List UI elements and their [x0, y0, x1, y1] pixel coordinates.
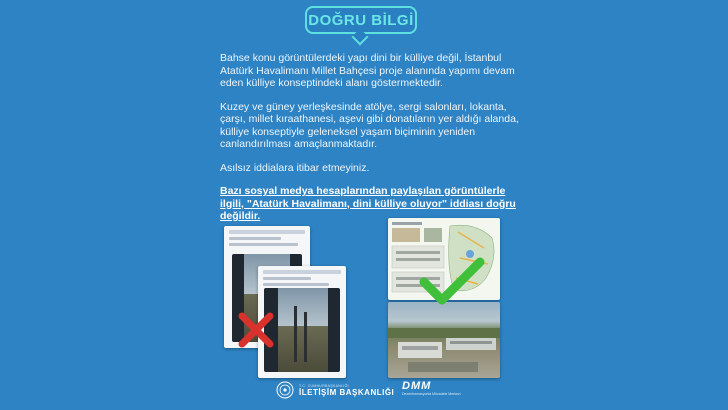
aerial-photo-graphic	[388, 302, 500, 378]
claim-verdict: Bazı sosyal medya hesaplarından paylaşılan görüntülerle ilgili, "Atatürk Havalimanı, dini külliye oluyor" iddiası doğru değildir.	[220, 185, 516, 222]
post-header	[263, 270, 341, 274]
dmm-logo	[402, 381, 461, 401]
paragraph-2: Kuzey ve güney yerleşkesinde atölye, sergi salonları, lokanta, çarşı, millet kıraathanesi, aşevi gibi donatıların yer aldığı alanda, külliye konseptiyle geleneksel yaşam biçiminin yeniden canlandırılması amaçlanmaktadır.	[220, 100, 519, 150]
iletisim-baskanligi-logo	[276, 380, 394, 400]
post-text-line	[263, 277, 311, 280]
post-text-line	[263, 283, 329, 286]
dmm-title: DMM	[402, 380, 432, 392]
logo-subtitle: T.C. CUMHURBAŞKANLIĞI	[299, 383, 349, 388]
logo-title: İLETİŞİM BAŞKANLIĞI	[299, 387, 395, 397]
post-text-line	[229, 243, 298, 246]
post-header	[229, 230, 305, 234]
post-text-line	[229, 237, 281, 240]
badge-label: DOĞRU BİLGİ	[308, 11, 414, 29]
paragraph-3: Asılsız iddialara itibar etmeyiniz.	[220, 161, 370, 174]
aerial-site-photo	[388, 302, 500, 378]
paragraph-1: Bahse konu görüntülerdeki yapı dini bir külliye değil, İstanbul Atatürk Havalimanı Millet Bahçesi proje alanında yapımı devam eden külliye konseptindeki alanı göstermektedir.	[220, 52, 515, 89]
emblem-icon	[276, 381, 294, 399]
dmm-subtitle: Dezenformasyonla Mücadele Merkezi	[402, 392, 461, 396]
statement-text	[220, 52, 520, 234]
red-x-icon	[236, 310, 276, 350]
green-check-icon	[418, 256, 486, 308]
